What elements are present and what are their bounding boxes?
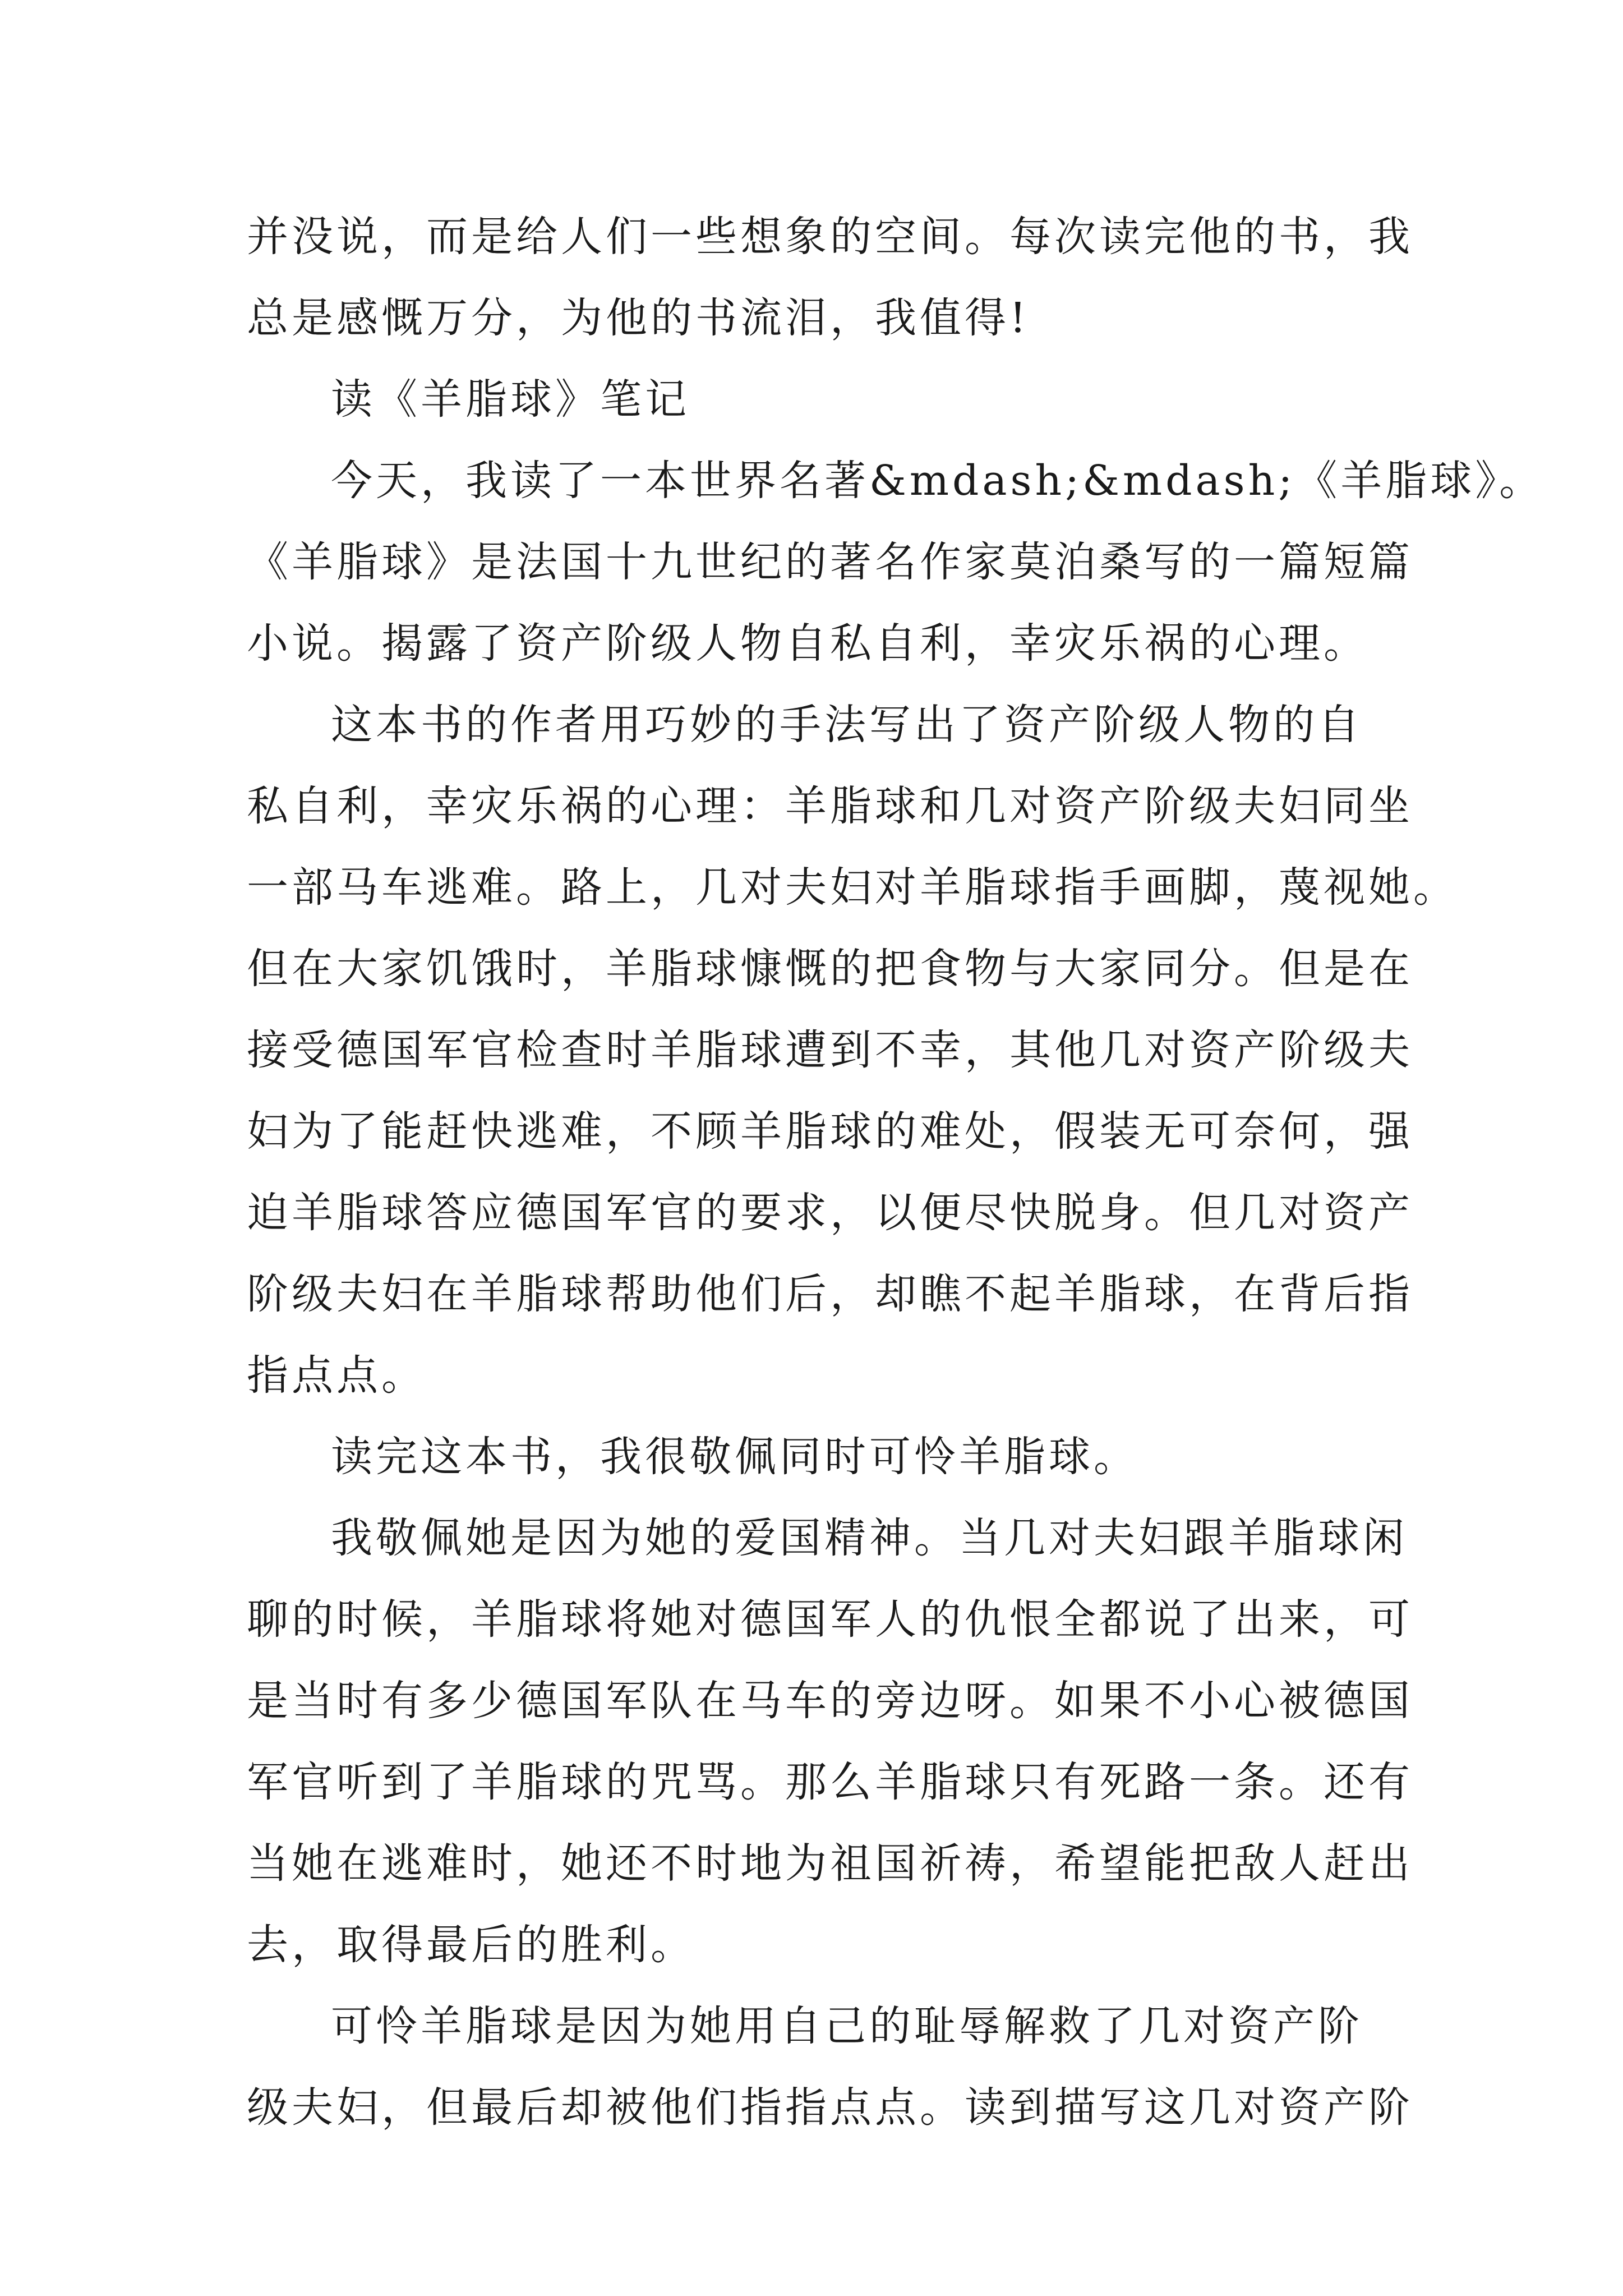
text-line: 当她在逃难时，她还不时地为祖国祈祷，希望能把敌人赶出 — [247, 1839, 1413, 1888]
text-line: 小说。揭露了资产阶级人物自私自利，幸灾乐祸的心理。 — [247, 619, 1368, 668]
text-line: 妇为了能赶快逃难，不顾羊脂球的难处，假装无可奈何，强 — [247, 1107, 1413, 1156]
text-line: 级夫妇，但最后却被他们指指点点。读到描写这几对资产阶 — [247, 2083, 1413, 2132]
text-line: 是当时有多少德国军队在马车的旁边呀。如果不小心被德国 — [247, 1677, 1413, 1725]
text-line: 一部马车逃难。路上，几对夫妇对羊脂球指手画脚，蔑视她。 — [247, 863, 1458, 912]
text-line: 阶级夫妇在羊脂球帮助他们后，却瞧不起羊脂球，在背后指 — [247, 1270, 1413, 1318]
text-line: 并没说，而是给人们一些想象的空间。每次读完他的书，我 — [247, 213, 1413, 261]
text-line: 《羊脂球》是法国十九世纪的著名作家莫泊桑写的一篇短篇 — [247, 538, 1413, 586]
text-line: 迫羊脂球答应德国军官的要求，以便尽快脱身。但几对资产 — [247, 1189, 1413, 1237]
text-line: 私自利，幸灾乐祸的心理：羊脂球和几对资产阶级夫妇同坐 — [247, 782, 1413, 830]
text-line: 去，取得最后的胜利。 — [247, 1921, 695, 1969]
text-line: 今天，我读了一本世界名著&mdash;&mdash;《羊脂球》。 — [331, 457, 1544, 505]
text-line: 读完这本书，我很敬佩同时可怜羊脂球。 — [331, 1433, 1138, 1481]
text-line: 军官听到了羊脂球的咒骂。那么羊脂球只有死路一条。还有 — [247, 1758, 1413, 1806]
text-line: 这本书的作者用巧妙的手法写出了资产阶级人物的自 — [331, 701, 1363, 749]
text-line: 聊的时候，羊脂球将她对德国军人的仇恨全都说了出来，可 — [247, 1595, 1413, 1644]
text-line: 我敬佩她是因为她的爱国精神。当几对夫妇跟羊脂球闲 — [331, 1514, 1408, 1562]
text-line: 可怜羊脂球是因为她用自己的耻辱解救了几对资产阶 — [331, 2002, 1363, 2050]
text-line: 接受德国军官检查时羊脂球遭到不幸，其他几对资产阶级夫 — [247, 1026, 1413, 1074]
document-body — [247, 196, 1544, 2148]
text-line: 总是感慨万分，为他的书流泪，我值得! — [247, 294, 1030, 342]
text-line: 指点点。 — [247, 1351, 426, 1400]
text-line: 但在大家饥饿时，羊脂球慷慨的把食物与大家同分。但是在 — [247, 945, 1413, 993]
text-line: 读《羊脂球》笔记 — [331, 375, 690, 424]
